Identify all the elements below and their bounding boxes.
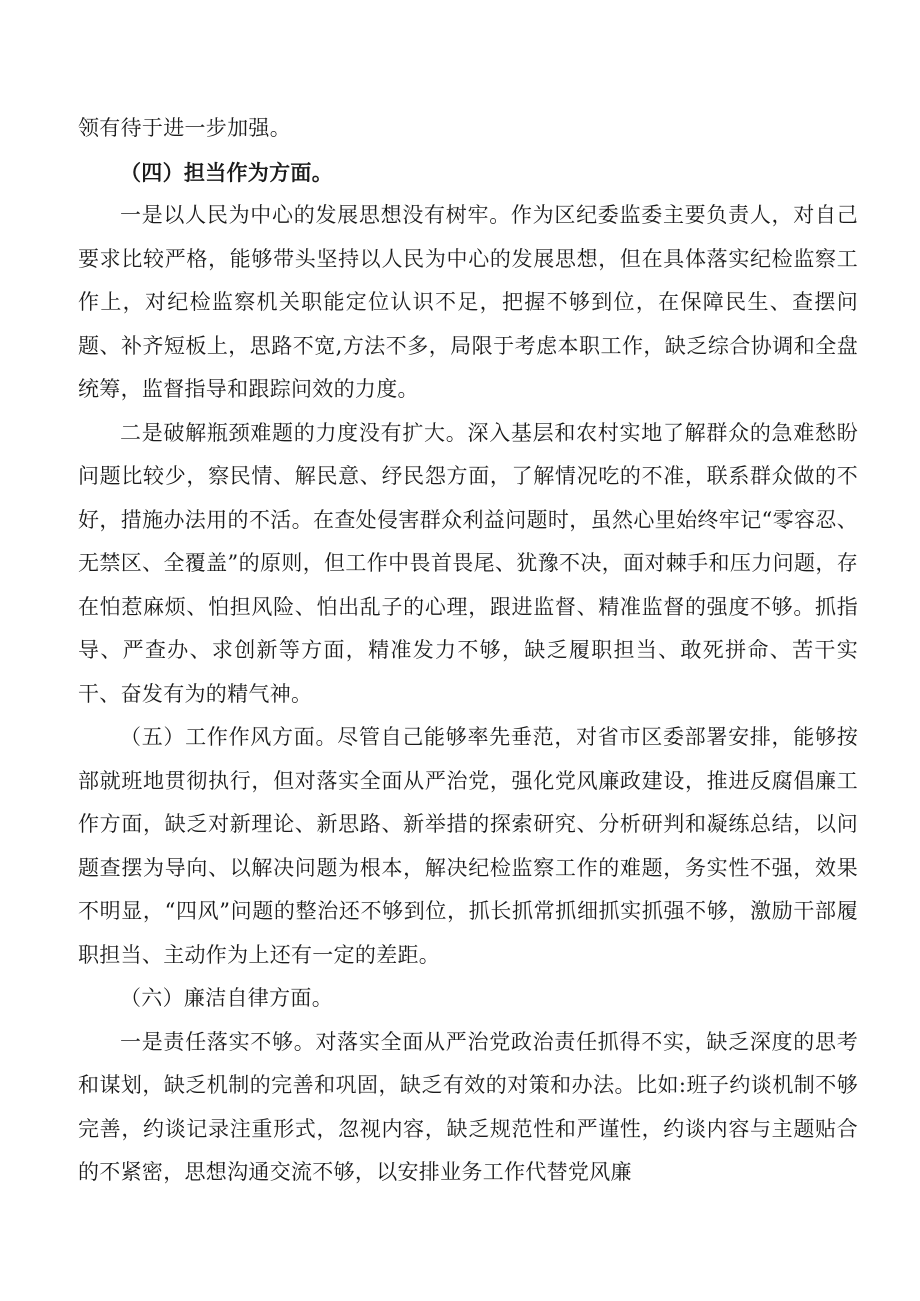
continuation-text: 领有待于进一步加强。 [78,116,291,140]
section4-paragraph-2: 二是破解瓶颈难题的力度没有扩大。深入基层和农村实地了解群众的急难愁盼问题比较少，察民情、解民意、纾民怨方面，了解情况吃的不准，联系群众做的不好，措施办法用的不活。在查处侵害群众利益问题时，虽然心里始终牢记“零容忍、无禁区、全覆盖”的原则，但工作中畏首畏尾、犹豫不决，面对棘手和压力问题，存在怕惹麻烦、怕担风险、怕出乱子的心理，跟进监督、精准监督的强度不够。抓指导、严查办、求创新等方面，精准发力不够，缺乏履职担当、敢死拼命、苦干实干、奋发有为的精气神。 [78,420,858,706]
section-heading-4: （四）担当作为方面。 [120,159,333,185]
section-heading-6: （六）廉洁自律方面。 [120,986,333,1010]
section5-paragraph: （五）工作作风方面。尽管自己能够率先垂范，对省市区委部署安排，能够按部就班地贯彻执行，但对落实全面从严治党，强化党风廉政建设，推进反腐倡廉工作方面，缺乏对新理论、新思路、新举措的探索研究、分析研判和凝练总结，以问题查摆为导向、以解决问题为根本，解决纪检监察工作的难题，务实性不强，效果不明显，“四风”问题的整治还不够到位，抓长抓常抓细抓实抓强不够，激励干部履职担当、主动作为上还有一定的差距。 [78,725,858,967]
section6-paragraph-1: 一是责任落实不够。对落实全面从严治党政治责任抓得不实，缺乏深度的思考和谋划，缺乏机制的完善和巩固，缺乏有效的对策和办法。比如:班子约谈机制不够完善，约谈记录注重形式，忽视内容，缺乏规范性和严谨性，约谈内容与主题贴合的不紧密，思想沟通交流不够，以安排业务工作代替党风廉 [78,1029,858,1184]
section4-paragraph-1: 一是以人民为中心的发展思想没有树牢。作为区纪委监委主要负责人，对自己要求比较严格，能够带头坚持以人民为中心的发展思想，但在具体落实纪检监察工作上，对纪检监察机关职能定位认识不足，把握不够到位，在保障民生、查摆问题、补齐短板上，思路不宽,方法不多，局限于考虑本职工作，缺乏综合协调和全盘统筹，监督指导和跟踪问效的力度。 [78,203,858,401]
document-body [78,107,858,1195]
